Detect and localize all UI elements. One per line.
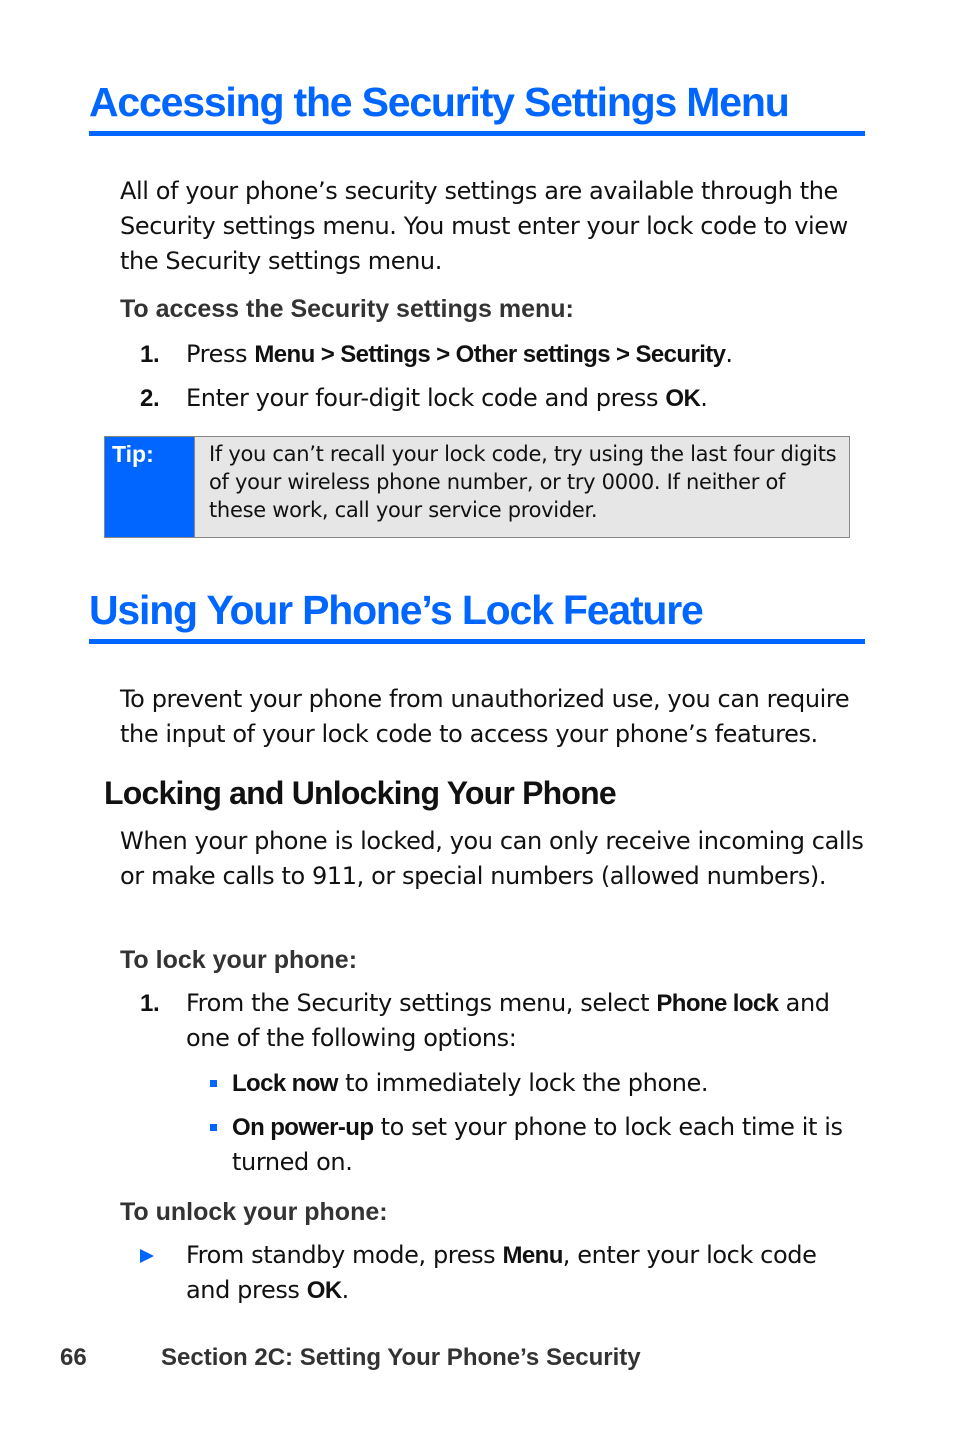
menu-key: Menu bbox=[502, 1242, 563, 1269]
bullet-square-icon bbox=[210, 1124, 217, 1131]
unlock-phone-lead: To unlock your phone: bbox=[120, 1198, 388, 1226]
tip-label-cell bbox=[105, 437, 195, 537]
tip-text: If you can’t recall your lock code, try using the last four digits of your wireless phone number, or try 0000. If neither of these work, call your service provider. bbox=[209, 442, 837, 522]
section-title-lock-feature: Using Your Phone’s Lock Feature bbox=[89, 588, 865, 644]
ok-key: OK bbox=[306, 1277, 342, 1304]
section-title-security-menu: Accessing the Security Settings Menu bbox=[89, 80, 865, 136]
menu-path: Menu > Settings > Other settings > Security bbox=[254, 341, 726, 368]
bullet-square-icon bbox=[210, 1080, 217, 1087]
lock-phone-lead: To lock your phone: bbox=[120, 946, 358, 974]
option-key: On power-up bbox=[232, 1114, 374, 1141]
phone-lock-key: Phone lock bbox=[656, 990, 779, 1017]
footer-section-title: Section 2C: Setting Your Phone’s Security bbox=[161, 1344, 641, 1371]
step-text: Enter your four-digit lock code and press OK. bbox=[186, 384, 708, 412]
option-text: On power-up to set your phone to lock each time it is turned on. bbox=[232, 1113, 843, 1176]
arrow-right-icon bbox=[140, 1249, 154, 1263]
step-text: Press Menu > Settings > Other settings > Security. bbox=[186, 340, 733, 368]
option-text: Lock now to immediately lock the phone. bbox=[232, 1069, 709, 1097]
step-number: 1. bbox=[140, 341, 160, 368]
step-text: From standby mode, press Menu, enter your lock code and press OK. bbox=[186, 1241, 817, 1304]
option-key: Lock now bbox=[232, 1070, 338, 1097]
subheading-locking: Locking and Unlocking Your Phone bbox=[104, 775, 616, 811]
security-menu-intro: All of your phone’s security settings are available through the Security settings menu. You must enter your lock code to view the Security settings menu. bbox=[120, 177, 848, 275]
step-number: 1. bbox=[140, 990, 160, 1017]
page-number: 66 bbox=[60, 1344, 87, 1371]
locking-intro: When your phone is locked, you can only receive incoming calls or make calls to 911, or special numbers (allowed numbers). bbox=[120, 827, 864, 890]
access-menu-lead: To access the Security settings menu: bbox=[120, 295, 574, 323]
ok-key: OK bbox=[665, 385, 701, 412]
tip-box bbox=[104, 436, 850, 538]
step-number: 2. bbox=[140, 385, 160, 412]
lock-feature-intro: To prevent your phone from unauthorized use, you can require the input of your lock code to access your phone’s features. bbox=[120, 685, 850, 748]
step-text: From the Security settings menu, select Phone lock and one of the following options: bbox=[186, 989, 830, 1052]
tip-label: Tip: bbox=[112, 441, 154, 467]
